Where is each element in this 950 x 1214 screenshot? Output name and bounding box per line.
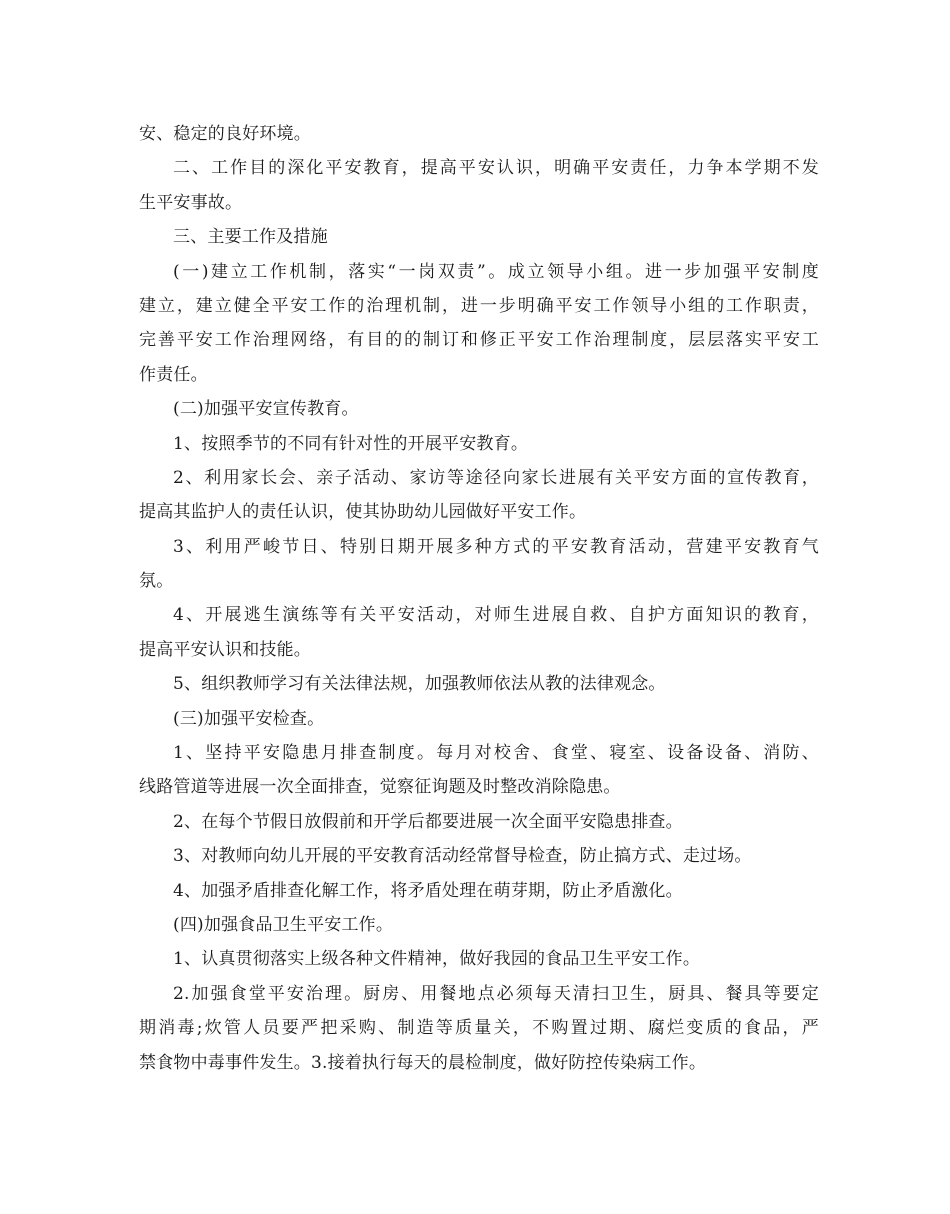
text-line: 4、加强矛盾排查化解工作，将矛盾处理在萌芽期，防止矛盾激化。: [173, 880, 683, 901]
text-line: 完善平安工作治理网络，有目的的制订和修正平安工作治理制度，层层落实平安工: [139, 330, 819, 351]
text-line: 禁食物中毒事件发生。3.接着执行每天的晨检制度，做好防控传染病工作。: [139, 1052, 707, 1073]
text-line: (一)建立工作机制，落实“一岗双责”。成立领导小组。进一步加强平安制度: [173, 261, 819, 282]
text-line: 1、认真贯彻落实上级各种文件精神，做好我园的食品卫生平安工作。: [173, 949, 701, 970]
text-line: 1、按照季节的不同有针对性的开展平安教育。: [173, 433, 529, 454]
text-line: 提高平安认识和技能。: [139, 639, 311, 660]
text-line: 二、工作目的深化平安教育，提高平安认识，明确平安责任，力争本学期不发: [173, 158, 819, 179]
text-line: 3、利用严峻节日、特别日期开展多种方式的平安教育活动，营建平安教育气: [173, 536, 819, 557]
text-line: 1、坚持平安隐患月排查制度。每月对校舍、食堂、寝室、设备设备、消防、: [173, 743, 819, 764]
text-line: 作责任。: [139, 364, 208, 385]
text-line: (三)加强平安检查。: [173, 708, 325, 729]
text-line: 安、稳定的良好环境。: [139, 124, 311, 144]
text-line: 氛。: [139, 571, 174, 592]
text-line: (四)加强食品卫生平安工作。: [173, 914, 394, 935]
document-body: [139, 117, 819, 1080]
text-line: 期消毒;炊管人员要严把采购、制造等质量关，不购置过期、腐烂变质的食品，严: [139, 1018, 819, 1039]
text-line: 2、利用家长会、亲子活动、家访等途径向家长进展有关平安方面的宣传教育，: [173, 467, 819, 488]
text-line: 三、主要工作及措施: [173, 227, 328, 248]
text-line: (二)加强平安宣传教育。: [173, 399, 359, 420]
text-line: 2、在每个节假日放假前和开学后都要进展一次全面平安隐患排查。: [173, 811, 683, 832]
text-line: 提高其监护人的责任认识，使其协助幼儿园做好平安工作。: [139, 502, 587, 523]
text-line: 5、组织教师学习有关法律法规，加强教师依法从教的法律观念。: [173, 674, 666, 695]
text-line: 4、开展逃生演练等有关平安活动，对师生进展自救、自护方面知识的教育，: [173, 605, 819, 626]
text-line: 线路管道等进展一次全面排查，觉察征询题及时整改消除隐患。: [139, 777, 621, 798]
text-line: 生平安事故。: [139, 192, 243, 213]
text-line: 2.加强食堂平安治理。厨房、用餐地点必须每天清扫卫生，厨具、餐具等要定: [173, 983, 819, 1004]
text-line: 3、对教师向幼儿开展的平安教育活动经常督导检查，防止搞方式、走过场。: [173, 846, 752, 867]
text-line: 建立，建立健全平安工作的治理机制，进一步明确平安工作领导小组的工作职责，: [139, 295, 819, 316]
